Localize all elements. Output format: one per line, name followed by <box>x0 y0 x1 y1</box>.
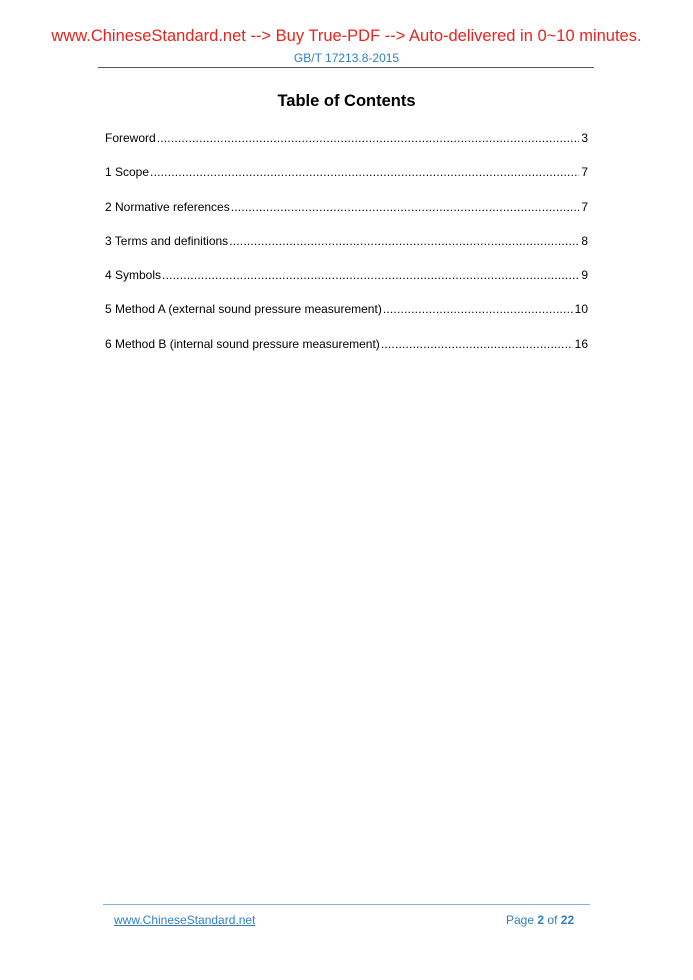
toc-entry-method-a[interactable] <box>105 302 588 336</box>
toc-entry-method-b[interactable] <box>105 337 588 371</box>
toc-entry-page: 3 <box>581 131 588 145</box>
toc-entry-label: 2 Normative references <box>105 199 230 214</box>
toc-dot-leader <box>381 337 573 351</box>
toc-entry-label: Foreword <box>105 131 156 145</box>
toc-entry-normative-references[interactable] <box>105 200 588 234</box>
toc-entry-page: 7 <box>581 165 588 180</box>
footer-site-link[interactable]: www.ChineseStandard.net <box>114 913 256 927</box>
toc-entry-page: 10 <box>574 302 588 317</box>
toc-dot-leader <box>157 131 580 145</box>
header-divider <box>98 67 594 68</box>
toc-entry-foreword[interactable] <box>105 131 588 165</box>
promo-banner[interactable]: www.ChineseStandard.net --> Buy True-PDF --> Auto-delivered in 0~10 minutes. <box>51 27 642 45</box>
toc-dot-leader <box>162 268 579 282</box>
toc-dot-leader <box>229 234 579 248</box>
toc-entry-label: 3 Terms and definitions <box>105 233 229 248</box>
document-code: GB/T 17213.8-2015 <box>293 51 400 65</box>
toc-entry-label: 6 Method B (internal sound pressure measurement) <box>105 336 380 351</box>
toc-dot-leader <box>383 302 573 316</box>
toc-title: Table of Contents <box>277 92 416 110</box>
toc-entry-label: 4 Symbols <box>105 268 162 283</box>
total-pages-number: 22 <box>560 913 575 927</box>
toc-entry-label: 5 Method A (external sound pressure measurement) <box>105 302 382 317</box>
toc-dot-leader <box>231 200 580 214</box>
toc-list <box>105 131 588 371</box>
toc-entry-symbols[interactable] <box>105 268 588 302</box>
toc-entry-label: 1 Scope <box>105 165 150 180</box>
page-indicator <box>506 913 574 927</box>
toc-entry-scope[interactable] <box>105 165 588 199</box>
page-prefix: Page <box>506 913 535 927</box>
toc-entry-page: 16 <box>574 336 588 351</box>
toc-entry-page: 7 <box>581 199 588 214</box>
page-separator: of <box>547 913 558 927</box>
toc-entry-page: 8 <box>581 233 588 248</box>
toc-entry-page: 9 <box>581 268 588 283</box>
toc-entry-terms-and-definitions[interactable] <box>105 234 588 268</box>
toc-dot-leader <box>150 165 579 179</box>
current-page-number: 2 <box>537 913 545 927</box>
footer-divider <box>103 904 590 905</box>
